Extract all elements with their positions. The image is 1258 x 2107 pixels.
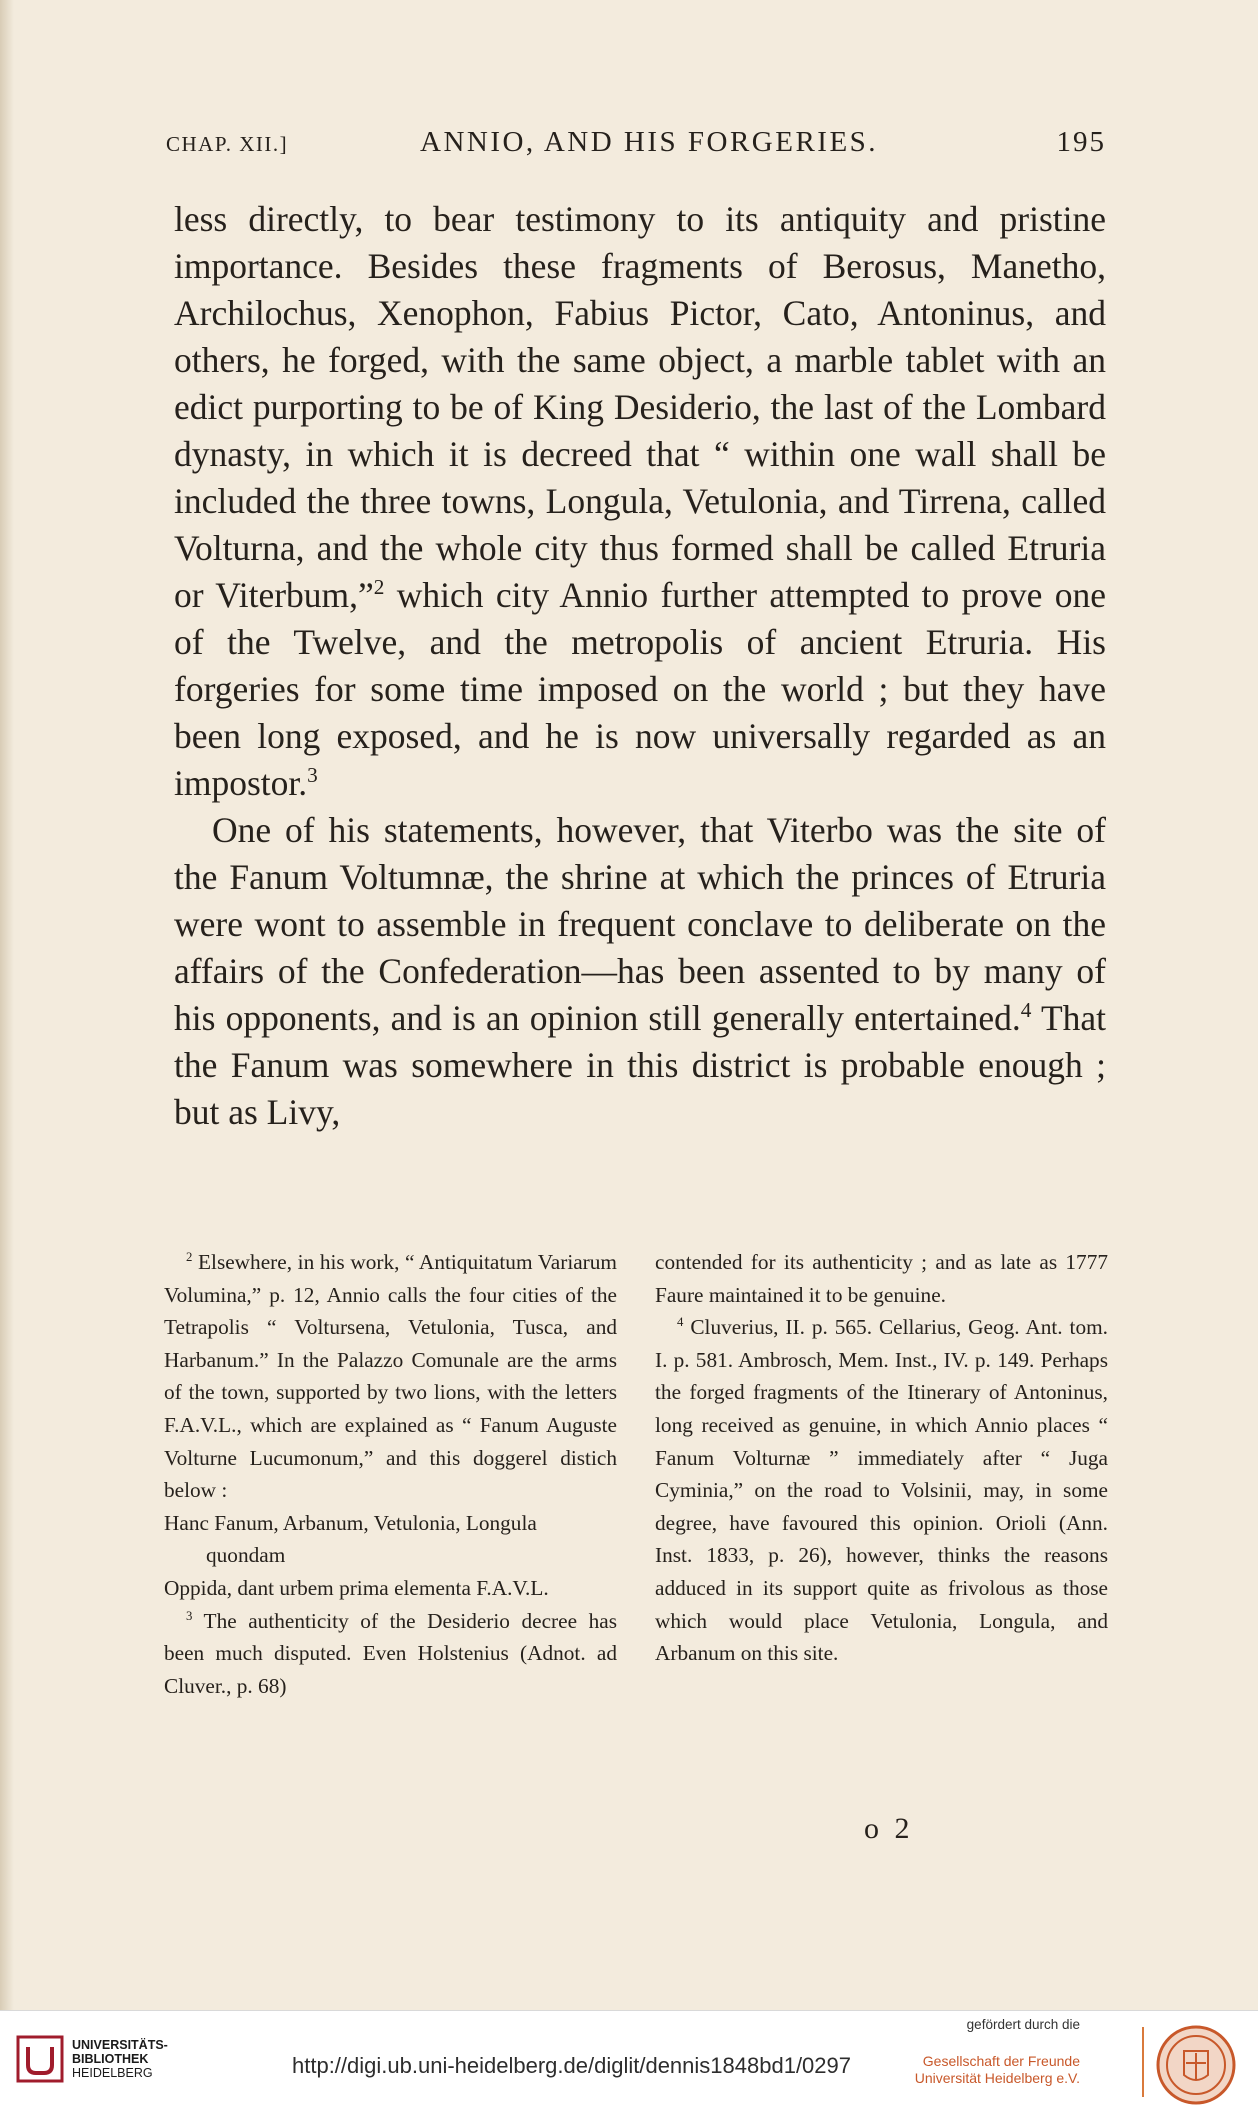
footnotes-right-column [655,1246,1108,1670]
sponsor-name[interactable] [915,2053,1080,2087]
library-name-line-3: HEIDELBERG [72,2066,153,2080]
footnote-ref-4[interactable]: 4 [1020,998,1032,1023]
footnote-ref-3[interactable]: 3 [307,763,318,788]
library-name-line-1: UNIVERSITÄTS- [72,2038,168,2052]
footnote-4-text: Cluverius, II. p. 565. Cellarius, Geog. Ant. tom. I. p. 581. Ambrosch, Mem. Inst., IV. p. 149. Perhaps the forged fragments of the Itinerary of Antoninus, long received as genuine, in which Annio places “ Fanum Volturnæ ” immediately after “ Juga Cyminia,” on the road to Volsinii, may, in some degree, have favoured this opinion. Orioli (Ann. Inst. 1833, p. 26), however, thinks the reasons adduced in its support quite as frivolous as those which would place Vetulonia, Longula, and Arbanum on this site. [655,1315,1108,1666]
paragraph-1 [174,196,1106,807]
page-number: 195 [1056,126,1106,158]
paragraph-1-text-cont: which city Annio further attempted to prove one of the Twelve, and the metropolis of ancient Etruria. His forgeries for some time imposed on the world ; but they have been long exposed, and he is now universally regarded as an impostor. [174,575,1106,803]
signature-mark: o 2 [864,1812,914,1845]
paragraph-2 [174,807,1106,1136]
sponsor-name-line-2: Universität Heidelberg e.V. [914,2070,1080,2086]
sponsor-label: gefördert durch die [966,2017,1080,2032]
footnote-3 [164,1605,617,1703]
paragraph-2-text-cont: That the Fanum was somewhere in this district is probable enough ; but as Livy, [174,998,1106,1132]
footnotes-left-column [164,1246,617,1702]
footnote-2-mark: 2 [186,1249,193,1264]
paragraph-1-text: less directly, to bear testimony to its antiquity and pristine importance. Besides these fragments of Berosus, Manetho, Archilochus, Xenophon, Fabius Pictor, Cato, Antoninus, and others, he forged, with the same object, a marble tablet with an edict purporting to be of King Desiderio, the last of the Lombard dynasty, in which it is decreed that “ within one wall shall be included the three towns, Longula, Vetulonia, and Tirrena, called Volturna, and the whole city thus formed shall be called Etruria or Viterbum,” [174,199,1106,615]
page-edge-shadow [0,0,14,2010]
footnote-verse-line-2: Oppida, dant urbem prima elementa F.A.V.L. [164,1575,549,1600]
main-text [174,196,1106,1136]
footnote-3-continuation: contended for its authenticity ; and as late as 1777 Faure maintained it to be genuine. [655,1250,1108,1307]
footnote-3-mark: 3 [186,1608,193,1623]
footer-bar [0,2010,1258,2107]
sponsor-divider [1142,2027,1144,2097]
university-library-name[interactable] [72,2038,168,2080]
footnote-3-text: The authenticity of the Desiderio decree has been much disputed. Even Holstenius (Adnot. ad Cluver., p. 68) [164,1608,617,1698]
footnote-4-mark: 4 [677,1315,684,1330]
page-header-title: ANNIO, AND HIS FORGERIES. [420,126,879,158]
sponsor-name-line-1: Gesellschaft der Freunde [922,2053,1080,2069]
library-name-line-2: BIBLIOTHEK [72,2052,149,2066]
footnote-2 [164,1246,617,1507]
permalink-url[interactable]: http://digi.ub.uni-heidelberg.de/diglit/dennis1848bd1/0297 [292,2053,851,2078]
university-seal-icon[interactable] [1154,2023,1238,2107]
university-library-logo-icon[interactable] [14,2033,66,2085]
footnote-2-text: Elsewhere, in his work, “ Antiquitatum Variarum Volumina,” p. 12, Annio calls the four cities of the Tetrapolis “ Voltursena, Vetulonia, Tusca, and Harbanum.” In the Palazzo Comunale are the arms of the town, supported by two lions, with the letters F.A.V.L., which are explained as “ Fanum Auguste Volturne Lucumonum,” and this doggerel distich below : [164,1250,617,1503]
chapter-label: CHAP. XII.] [166,132,289,156]
footnote-verse-line-1: Hanc Fanum, Arbanum, Vetulonia, Longula quondam [164,1510,537,1568]
footnote-ref-2[interactable]: 2 [373,575,385,600]
footnote-4 [655,1311,1108,1670]
paragraph-2-text: One of his statements, however, that Viterbo was the site of the Fanum Voltumnæ, the shrine at which the princes of Etruria were wont to assemble in frequent conclave to deliberate on the affairs of the Confederation—has been assented to by many of his opponents, and is an opinion still generally entertained. [174,810,1106,1038]
